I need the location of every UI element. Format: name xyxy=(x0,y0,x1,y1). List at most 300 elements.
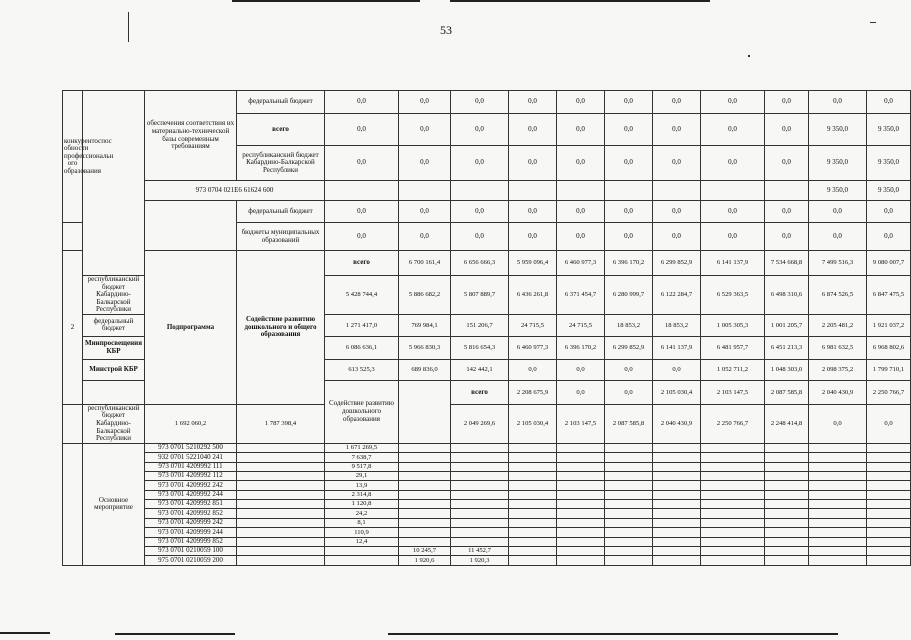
table-cell: 0,0 xyxy=(765,91,809,114)
budget-code: 973 0701 4209999 852 xyxy=(145,537,237,546)
bottom-rule xyxy=(0,632,50,634)
table-cell: 0,0 xyxy=(765,146,809,181)
table-cell xyxy=(399,481,451,490)
table-cell: 0,0 xyxy=(509,91,557,114)
table-cell: 769 984,1 xyxy=(399,314,451,336)
table-cell xyxy=(765,443,809,452)
table-cell: 0,0 xyxy=(325,201,399,223)
table-cell xyxy=(509,453,557,462)
table-cell xyxy=(653,453,701,462)
table-cell xyxy=(653,518,701,527)
table-cell xyxy=(701,443,765,452)
table-cell: 0,0 xyxy=(399,114,451,146)
table-cell xyxy=(765,537,809,546)
table-cell xyxy=(809,462,867,471)
table-cell xyxy=(399,462,451,471)
table-cell: 1 920,3 xyxy=(451,556,509,565)
budget-code: 973 0701 4209992 242 xyxy=(145,481,237,490)
table-cell xyxy=(557,528,605,537)
table-cell: Минпросвещения КБР xyxy=(83,336,145,359)
table-cell xyxy=(399,453,451,462)
table-row xyxy=(63,490,911,499)
table-cell xyxy=(399,537,451,546)
table-cell xyxy=(509,462,557,471)
table-cell xyxy=(867,462,911,471)
table-cell: 9 350,0 xyxy=(867,146,911,181)
table-cell xyxy=(399,500,451,509)
table-cell xyxy=(399,181,451,201)
table-cell: 2 040 430,9 xyxy=(653,404,701,443)
table-cell: 0,0 xyxy=(701,91,765,114)
table-cell: 9 350,0 xyxy=(867,181,911,201)
table-cell: 24,2 xyxy=(325,509,399,518)
table-cell xyxy=(867,556,911,565)
table-cell: 2 105 030,4 xyxy=(509,404,557,443)
table-cell xyxy=(701,537,765,546)
table-cell: 0,0 xyxy=(809,404,867,443)
table-cell: 2 103 147,5 xyxy=(557,404,605,443)
table-cell: 0,0 xyxy=(509,359,557,380)
table-cell: 0,0 xyxy=(509,146,557,181)
table-cell xyxy=(701,181,765,201)
table-cell: 0,0 xyxy=(653,91,701,114)
table-cell: 5 886 682,2 xyxy=(399,276,451,315)
budget-code: 973 0701 4209992 244 xyxy=(145,490,237,499)
table-cell: 0,0 xyxy=(809,91,867,114)
table-cell: 6 656 666,3 xyxy=(451,251,509,276)
table-cell xyxy=(557,509,605,518)
table-cell xyxy=(451,537,509,546)
table-cell: федеральный бюджет xyxy=(237,201,325,223)
table-cell xyxy=(451,528,509,537)
table-cell: 1 005 305,3 xyxy=(701,314,765,336)
table-cell xyxy=(557,181,605,201)
table-cell: 5 966 830,3 xyxy=(399,336,451,359)
table-cell: 0,0 xyxy=(605,223,653,251)
budget-code: 973 0701 0210059 100 xyxy=(145,547,237,556)
table-cell: 1 692 060,2 xyxy=(145,404,237,443)
table-cell xyxy=(509,509,557,518)
table-cell: 6 396 170,2 xyxy=(605,251,653,276)
table-cell: 24 715,5 xyxy=(557,314,605,336)
table-cell xyxy=(867,528,911,537)
table-cell xyxy=(399,518,451,527)
table-cell xyxy=(451,471,509,480)
table-cell: 2 105 030,4 xyxy=(653,380,701,404)
table-row xyxy=(63,471,911,480)
table-cell xyxy=(237,453,325,462)
table-cell: 24 715,5 xyxy=(509,314,557,336)
table-cell: 6 299 852,9 xyxy=(653,251,701,276)
table-cell xyxy=(557,518,605,527)
table-cell: 0,0 xyxy=(399,223,451,251)
table-cell: 0,0 xyxy=(557,223,605,251)
table-cell xyxy=(83,91,145,276)
table-cell: 0,0 xyxy=(509,223,557,251)
table-cell: Содействие развитию дошкольного и общего образования xyxy=(237,251,325,405)
table-cell xyxy=(509,490,557,499)
table-cell xyxy=(765,518,809,527)
table-cell: всего xyxy=(237,114,325,146)
table-cell xyxy=(701,490,765,499)
table-cell xyxy=(605,471,653,480)
table-cell xyxy=(605,537,653,546)
scan-mark xyxy=(870,22,876,23)
table-cell xyxy=(653,443,701,452)
table-cell: 0,0 xyxy=(653,359,701,380)
table-cell: 6 874 526,5 xyxy=(809,276,867,315)
table-cell xyxy=(557,547,605,556)
table-cell xyxy=(605,490,653,499)
table-cell xyxy=(653,537,701,546)
table-cell xyxy=(653,556,701,565)
table-cell: 0,0 xyxy=(557,201,605,223)
table-cell: 973 0704 021Е6 61624 600 xyxy=(145,181,325,201)
table-cell: 689 836,0 xyxy=(399,359,451,380)
table-cell: 2 250 766,7 xyxy=(867,380,911,404)
table-cell: 0,0 xyxy=(605,380,653,404)
table-cell xyxy=(653,500,701,509)
table-cell xyxy=(237,537,325,546)
table-cell xyxy=(557,556,605,565)
table-cell: 0,0 xyxy=(325,223,399,251)
table-cell: 9 350,0 xyxy=(809,146,867,181)
page-number: 53 xyxy=(440,23,452,37)
table-cell: 0,0 xyxy=(325,91,399,114)
table-cell xyxy=(765,462,809,471)
table-cell xyxy=(557,500,605,509)
table-cell xyxy=(399,380,451,443)
table-cell xyxy=(701,556,765,565)
table-cell xyxy=(809,500,867,509)
table-cell xyxy=(701,528,765,537)
table-cell: 0,0 xyxy=(557,380,605,404)
table-cell xyxy=(83,380,145,404)
table-cell xyxy=(809,443,867,452)
table-cell xyxy=(605,462,653,471)
table-cell xyxy=(237,518,325,527)
table-cell: 10 245,7 xyxy=(399,547,451,556)
scan-mark xyxy=(748,55,750,57)
top-rule xyxy=(450,0,710,2)
table-cell xyxy=(809,528,867,537)
table-cell: 9 350,0 xyxy=(809,114,867,146)
table-cell: 0,0 xyxy=(701,146,765,181)
table-cell: 6 700 161,4 xyxy=(399,251,451,276)
table-cell: 0,0 xyxy=(653,114,701,146)
table-cell: 0,0 xyxy=(451,201,509,223)
table-cell xyxy=(765,509,809,518)
table-row xyxy=(63,91,911,114)
table-cell xyxy=(237,500,325,509)
table-cell xyxy=(451,462,509,471)
table-cell xyxy=(809,537,867,546)
budget-code: 973 0701 4209992 851 xyxy=(145,500,237,509)
table-row xyxy=(63,443,911,452)
table-cell: республиканский бюджет Кабардино-Балкарской Республики xyxy=(237,146,325,181)
table-cell: 0,0 xyxy=(867,201,911,223)
table-cell xyxy=(867,547,911,556)
table-cell xyxy=(701,509,765,518)
table-cell xyxy=(867,481,911,490)
table-cell xyxy=(399,471,451,480)
table-cell: 0,0 xyxy=(557,359,605,380)
table-cell xyxy=(605,443,653,452)
table-cell xyxy=(509,471,557,480)
table-cell: 6 371 454,7 xyxy=(557,276,605,315)
table-row xyxy=(63,537,911,546)
table-cell xyxy=(399,528,451,537)
top-rule xyxy=(232,0,420,2)
table-cell xyxy=(765,556,809,565)
table-cell xyxy=(809,453,867,462)
table-cell xyxy=(509,500,557,509)
bottom-rule xyxy=(115,633,235,635)
table-cell xyxy=(605,528,653,537)
table-cell xyxy=(451,490,509,499)
table-cell xyxy=(451,181,509,201)
table-cell xyxy=(809,481,867,490)
table-cell: 7 638,7 xyxy=(325,453,399,462)
table-cell: 0,0 xyxy=(325,146,399,181)
table-cell: 11 452,7 xyxy=(451,547,509,556)
table-cell: Подпрограмма xyxy=(145,251,237,405)
table-cell: 6 460 977,3 xyxy=(557,251,605,276)
table-cell xyxy=(809,518,867,527)
table-cell: 2 xyxy=(63,251,83,405)
table-cell: 5 807 889,7 xyxy=(451,276,509,315)
budget-code: 973 0701 4209999 242 xyxy=(145,518,237,527)
table-cell: 2 040 430,9 xyxy=(809,380,867,404)
table-cell: 0,0 xyxy=(653,223,701,251)
table-cell xyxy=(325,556,399,565)
table-cell: 6 436 261,8 xyxy=(509,276,557,315)
table-cell xyxy=(765,471,809,480)
table-cell: 5 816 654,3 xyxy=(451,336,509,359)
table-cell xyxy=(451,443,509,452)
table-cell: 613 525,3 xyxy=(325,359,399,380)
table-cell xyxy=(399,490,451,499)
table-cell xyxy=(809,547,867,556)
table-cell: 2 314,8 xyxy=(325,490,399,499)
table-cell: 0,0 xyxy=(399,91,451,114)
table-cell xyxy=(653,490,701,499)
table-cell xyxy=(867,537,911,546)
table-row xyxy=(63,509,911,518)
table-cell xyxy=(867,443,911,452)
table-row xyxy=(63,404,911,443)
table-cell: 6 141 137,9 xyxy=(653,336,701,359)
table-cell: 6 451 213,3 xyxy=(765,336,809,359)
table-cell: республиканский бюджет Кабардино-Балкарской Республики xyxy=(83,276,145,315)
table-cell: 18 853,2 xyxy=(605,314,653,336)
table-cell xyxy=(605,556,653,565)
table-cell: 0,0 xyxy=(451,146,509,181)
table-cell xyxy=(325,547,399,556)
table-cell xyxy=(509,518,557,527)
table-cell xyxy=(605,181,653,201)
table-cell: 1 120,8 xyxy=(325,500,399,509)
table-cell: 0,0 xyxy=(653,146,701,181)
table-cell xyxy=(237,481,325,490)
table-cell xyxy=(653,547,701,556)
table-cell: 0,0 xyxy=(451,91,509,114)
table-cell xyxy=(605,453,653,462)
table-cell xyxy=(557,471,605,480)
table-cell: 2 049 269,6 xyxy=(451,404,509,443)
table-cell xyxy=(557,453,605,462)
table-row xyxy=(63,547,911,556)
table-cell: 0,0 xyxy=(451,114,509,146)
table-cell: 1 799 710,1 xyxy=(867,359,911,380)
table-cell: 0,0 xyxy=(701,114,765,146)
table-cell: 2 250 766,7 xyxy=(701,404,765,443)
table-row xyxy=(63,251,911,276)
table-row xyxy=(63,453,911,462)
table-cell xyxy=(867,500,911,509)
table-cell xyxy=(809,556,867,565)
table-cell: конкурентоспос обности профессиональн ого образования xyxy=(63,91,83,223)
table-cell: 0,0 xyxy=(325,114,399,146)
table-cell xyxy=(867,471,911,480)
table-cell: 0,0 xyxy=(605,91,653,114)
table-cell: федеральный бюджет xyxy=(237,91,325,114)
table-cell xyxy=(509,481,557,490)
table-cell: 6 481 957,7 xyxy=(701,336,765,359)
table-cell: 6 396 170,2 xyxy=(557,336,605,359)
table-cell: 0,0 xyxy=(765,223,809,251)
table-cell xyxy=(509,181,557,201)
budget-code: 932 0701 5221040 241 xyxy=(145,453,237,462)
table-cell xyxy=(557,537,605,546)
table-cell: 1 052 711,2 xyxy=(701,359,765,380)
table-cell: 0,0 xyxy=(701,223,765,251)
table-cell xyxy=(765,547,809,556)
scan-mark xyxy=(128,12,129,42)
table-cell: 6 529 363,5 xyxy=(701,276,765,315)
table-cell: 0,0 xyxy=(653,201,701,223)
table-cell xyxy=(701,518,765,527)
table-cell: 0,0 xyxy=(557,146,605,181)
table-cell: 2 208 675,9 xyxy=(509,380,557,404)
table-cell: 8,1 xyxy=(325,518,399,527)
table-cell: 2 087 585,8 xyxy=(605,404,653,443)
table-cell xyxy=(701,471,765,480)
table-cell: бюджеты муниципальных образований xyxy=(237,223,325,251)
budget-code: 973 0701 5210292 500 xyxy=(145,443,237,452)
table-cell xyxy=(653,481,701,490)
table-cell xyxy=(765,490,809,499)
table-cell: 0,0 xyxy=(451,223,509,251)
table-cell xyxy=(237,462,325,471)
table-cell: 5 428 744,4 xyxy=(325,276,399,315)
table-cell: 7 499 516,3 xyxy=(809,251,867,276)
table-row xyxy=(63,481,911,490)
table-cell xyxy=(765,500,809,509)
table-cell xyxy=(809,471,867,480)
table-cell xyxy=(451,518,509,527)
table-cell xyxy=(653,509,701,518)
table-cell: 2 098 375,2 xyxy=(809,359,867,380)
table-cell: 0,0 xyxy=(605,359,653,380)
table-cell: 6 299 852,9 xyxy=(605,336,653,359)
table-cell xyxy=(605,518,653,527)
table-cell: 0,0 xyxy=(809,201,867,223)
table-cell xyxy=(509,537,557,546)
table-cell: 1 671 269,5 xyxy=(325,443,399,452)
table-cell xyxy=(701,481,765,490)
table-cell: 6 141 137,9 xyxy=(701,251,765,276)
table-cell: 0,0 xyxy=(557,91,605,114)
table-cell xyxy=(509,556,557,565)
table-cell: 6 460 977,3 xyxy=(509,336,557,359)
table-cell: 1 921 037,2 xyxy=(867,314,911,336)
table-row xyxy=(63,500,911,509)
table-cell: 2 103 147,5 xyxy=(701,380,765,404)
table-cell xyxy=(63,404,83,443)
table-cell xyxy=(509,443,557,452)
table-cell: 0,0 xyxy=(765,114,809,146)
table-cell: 0,0 xyxy=(605,146,653,181)
table-cell xyxy=(701,500,765,509)
table-cell: 0,0 xyxy=(867,404,911,443)
table-cell xyxy=(701,453,765,462)
table-cell: 0,0 xyxy=(509,201,557,223)
table-row xyxy=(63,201,911,223)
table-cell: всего xyxy=(451,380,509,404)
table-cell: 6 086 636,1 xyxy=(325,336,399,359)
table-cell xyxy=(653,462,701,471)
table-cell: 0,0 xyxy=(605,201,653,223)
table-cell: 6 280 999,7 xyxy=(605,276,653,315)
table-cell xyxy=(653,528,701,537)
table-cell xyxy=(237,528,325,537)
table-cell xyxy=(237,471,325,480)
table-cell xyxy=(237,547,325,556)
budget-code: 973 0701 4209992 852 xyxy=(145,509,237,518)
table-row xyxy=(63,181,911,201)
table-row xyxy=(63,528,911,537)
table-cell xyxy=(399,443,451,452)
detail-group-label: Основное мероприятие xyxy=(83,443,145,565)
table-cell xyxy=(145,201,237,251)
table-cell: 0,0 xyxy=(557,114,605,146)
table-cell: 0,0 xyxy=(399,201,451,223)
table-cell xyxy=(605,509,653,518)
table-row xyxy=(63,462,911,471)
table-cell xyxy=(509,528,557,537)
table-cell xyxy=(653,181,701,201)
table-cell: 5 959 096,4 xyxy=(509,251,557,276)
table-cell xyxy=(653,471,701,480)
table-cell: 0,0 xyxy=(605,114,653,146)
table-cell xyxy=(399,509,451,518)
budget-table xyxy=(62,90,911,566)
table-cell: 9 350,0 xyxy=(867,114,911,146)
table-cell xyxy=(867,518,911,527)
table-cell: 1 920,6 xyxy=(399,556,451,565)
table-cell xyxy=(809,490,867,499)
budget-code: 975 0701 0210059 200 xyxy=(145,556,237,565)
table-cell: 1 787 398,4 xyxy=(237,404,325,443)
table-cell: 142 442,1 xyxy=(451,359,509,380)
table-cell xyxy=(701,462,765,471)
bottom-rule xyxy=(388,633,838,635)
table-cell: республиканский бюджет Кабардино-Балкарской Республики xyxy=(83,404,145,443)
table-cell: 0,0 xyxy=(809,223,867,251)
table-cell xyxy=(237,509,325,518)
table-cell xyxy=(557,490,605,499)
